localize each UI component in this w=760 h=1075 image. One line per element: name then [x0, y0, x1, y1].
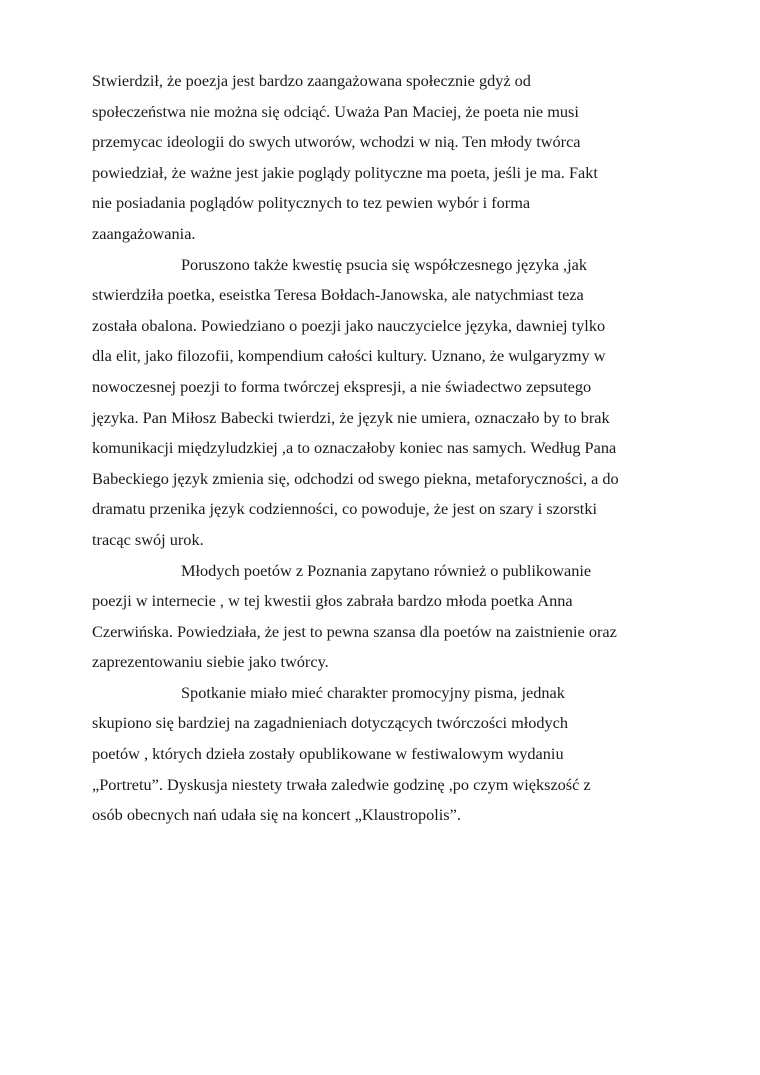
text-line: stwierdziła poetka, eseistka Teresa Bołdach-Janowska, ale natychmiast teza — [92, 285, 584, 305]
text-line: Czerwińska. Powiedziała, że jest to pewna szansa dla poetów na zaistnienie oraz — [92, 621, 617, 641]
text-line: Młodych poetów z Poznania zapytano również o publikowanie — [181, 560, 592, 580]
text-line: powiedział, że ważne jest jakie poglądy polityczne ma poeta, jeśli je ma. Fakt — [92, 162, 598, 182]
text-line: komunikacji międzyludzkiej ,a to oznaczałoby koniec nas samych. Według Pana — [92, 438, 617, 458]
text-line: Poruszono także kwestię psucia się współczesnego języka ,jak — [181, 254, 587, 274]
text-line: dramatu przenika język codzienności, co powoduje, że jest on szary i szorstki — [92, 499, 597, 519]
text-line: Spotkanie miało mieć charakter promocyjny pisma, jednak — [181, 682, 565, 702]
paragraph-2 — [92, 250, 682, 556]
text-line: dla elit, jako filozofii, kompendium całości kultury. Uznano, że wulgaryzmy w — [92, 346, 606, 366]
text-line: nowoczesnej poezji to forma twórczej ekspresji, a nie świadectwo zepsutego — [92, 376, 592, 396]
text-line: nie posiadania poglądów politycznych to tez pewien wybór i forma — [92, 193, 531, 213]
text-line: przemycac ideologii do swych utworów, wchodzi w nią. Ten młody twórca — [92, 132, 581, 152]
text-line: języka. Pan Miłosz Babecki twierdzi, że język nie umiera, oznaczało by to brak — [92, 407, 610, 427]
text-line: skupiono się bardziej na zagadnieniach dotyczących twórczości młodych — [92, 713, 569, 733]
text-line: „Portretu”. Dyskusja niestety trwała zaledwie godzinę ,po czym większość z — [92, 774, 591, 794]
paragraph-4 — [92, 678, 682, 831]
text-line: zaprezentowaniu siebie jako twórcy. — [92, 652, 329, 672]
text-line: społeczeństwa nie można się odciąć. Uważa Pan Maciej, że poeta nie musi — [92, 101, 579, 121]
document-body — [92, 66, 682, 831]
text-line: zaangażowania. — [92, 223, 196, 243]
text-line: poezji w internecie , w tej kwestii głos zabrała bardzo młoda poetka Anna — [92, 591, 573, 611]
paragraph-3 — [92, 556, 682, 678]
text-line: Stwierdził, że poezja jest bardzo zaangażowana społecznie gdyż od — [92, 71, 531, 90]
paragraph-1 — [92, 66, 682, 250]
text-line: tracąc swój urok. — [92, 529, 204, 549]
text-line: Babeckiego język zmienia się, odchodzi od swego piekna, metaforyczności, a do — [92, 468, 619, 488]
text-line: osób obecnych nań udała się na koncert „Klaustropolis”. — [92, 805, 461, 825]
text-line: poetów , których dzieła zostały opublikowane w festiwalowym wydaniu — [92, 744, 564, 764]
text-line: została obalona. Powiedziano o poezji jako nauczycielce języka, dawniej tylko — [92, 315, 606, 335]
